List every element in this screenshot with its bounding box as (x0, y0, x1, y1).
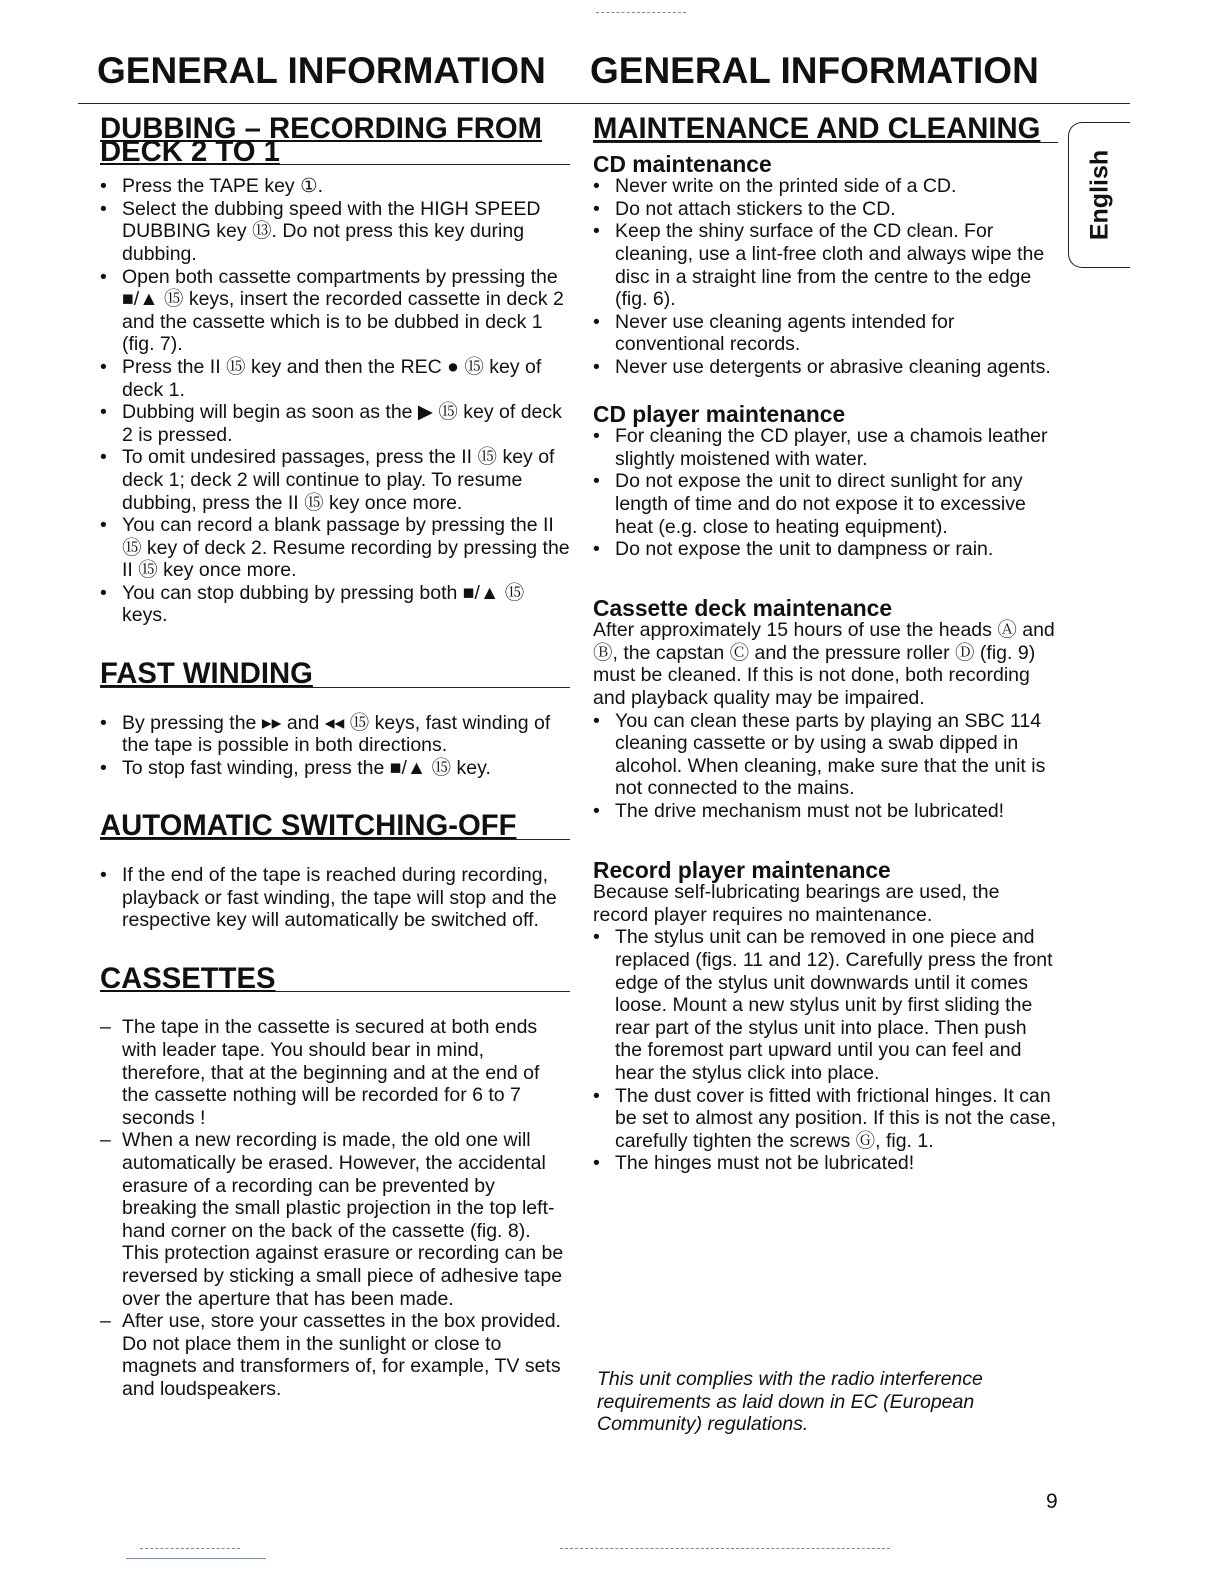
scan-artifact (596, 12, 686, 13)
cassettes-heading: CASSETTES (100, 968, 570, 993)
cd-maintenance-title: CD maintenance (593, 150, 772, 177)
list-item: • Do not attach stickers to the CD. (593, 198, 1058, 221)
list-item: • Never use detergents or abrasive cleaning agents. (593, 356, 1058, 379)
cassette-deck-intro: After approximately 15 hours of use the heads Ⓐ and Ⓑ, the capstan Ⓒ and the pressure roller Ⓓ (fig. 9) must be cleaned. If this is not done, both recording and playback quality may be impaired. (593, 619, 1055, 710)
cassette-deck-list (593, 710, 1058, 823)
maintenance-heading: MAINTENANCE AND CLEANING (593, 118, 1058, 143)
list-item: • Open both cassette compartments by pressing the ■/▲ ⑮ keys, insert the recorded cassette in deck 2 and the cassette which is to be dubbed in deck 1 (fig. 7). (100, 266, 570, 356)
list-item: • The drive mechanism must not be lubricated! (593, 800, 1058, 823)
cd-player-list (593, 425, 1058, 561)
list-item: • The dust cover is fitted with frictional hinges. It can be set to almost any position. If this is not the case, carefully tighten the screws Ⓖ, fig. 1. (593, 1085, 1058, 1153)
list-item: • You can clean these parts by playing an SBC 114 cleaning cassette or by using a swab dipped in alcohol. When cleaning, make sure that the unit is not connected to the mains. (593, 710, 1058, 800)
record-player-list (593, 926, 1058, 1175)
list-item: • You can record a blank passage by pressing the II ⑮ key of deck 2. Resume recording by pressing the II ⑮ key once more. (100, 514, 570, 582)
list-item: • To stop fast winding, press the ■/▲ ⑮ key. (100, 757, 570, 780)
header-rule (78, 103, 1130, 104)
list-item: • Press the TAPE key ①. (100, 175, 570, 198)
list-item: – When a new recording is made, the old one will automatically be erased. However, the accidental erasure of a recording can be prevented by breaking the small plastic projection in the top left-hand corner on the back of the cassette (fig. 8). This protection against erasure or recording can be reversed by sticking a small piece of adhesive tape over the aperture that has been made. (100, 1129, 570, 1310)
dubbing-heading: DUBBING – RECORDING FROM DECK 2 TO 1 (100, 118, 570, 165)
right-column (593, 113, 1058, 1175)
scan-artifact (140, 1548, 240, 1549)
compliance-note: This unit complies with the radio interference requirements as laid down in EC (European Community) regulations. (597, 1368, 983, 1436)
dubbing-list (100, 175, 570, 627)
list-item: • To omit undesired passages, press the II ⑮ key of deck 1; deck 2 will continue to play. To resume dubbing, press the II ⑮ key once more. (100, 446, 570, 514)
scan-artifact (560, 1548, 890, 1549)
list-item: • By pressing the ▸▸ and ◂◂ ⑮ keys, fast winding of the tape is possible in both directions. (100, 712, 570, 757)
list-item: • The stylus unit can be removed in one piece and replaced (figs. 11 and 12). Carefully press the front edge of the stylus unit downwards until it comes loose. Mount a new stylus unit by first sliding the rear part of the stylus unit into place. Then push the foremost part upward until you can feel and hear the stylus click into place. (593, 926, 1058, 1084)
list-item: • Never write on the printed side of a CD. (593, 175, 1058, 198)
fast-winding-list (100, 712, 570, 780)
list-item: • Never use cleaning agents intended for conventional records. (593, 311, 1058, 356)
page-title-left: GENERAL INFORMATION (97, 50, 546, 91)
auto-off-heading: AUTOMATIC SWITCHING-OFF (100, 815, 570, 840)
left-column (100, 113, 570, 1401)
cassettes-list (100, 1016, 570, 1400)
list-item: – The tape in the cassette is secured at both ends with leader tape. You should bear in mind, therefore, that at the beginning and at the end of the cassette nothing will be recorded for 6 to 7 seconds ! (100, 1016, 570, 1129)
cd-maintenance-list (593, 175, 1058, 378)
list-item: • Do not expose the unit to dampness or rain. (593, 538, 1058, 561)
language-tab (1068, 122, 1130, 268)
list-item: • You can stop dubbing by pressing both ■/▲ ⑮ keys. (100, 582, 570, 627)
record-player-maintenance-title: Record player maintenance (593, 856, 891, 883)
list-item: • Dubbing will begin as soon as the ▶ ⑮ key of deck 2 is pressed. (100, 401, 570, 446)
auto-off-list (100, 864, 570, 932)
list-item: • The hinges must not be lubricated! (593, 1152, 1058, 1175)
list-item: – After use, store your cassettes in the box provided. Do not place them in the sunlight or close to magnets and transformers of, for example, TV sets and loudspeakers. (100, 1310, 570, 1400)
page-title-right: GENERAL INFORMATION (590, 50, 1039, 91)
list-item: • Press the II ⑮ key and then the REC ● ⑮ key of deck 1. (100, 356, 570, 401)
language-tab-label: English (1085, 149, 1113, 241)
fast-winding-heading: FAST WINDING (100, 663, 570, 688)
list-item: • Keep the shiny surface of the CD clean. For cleaning, use a lint-free cloth and always wipe the disc in a straight line from the centre to the edge (fig. 6). (593, 220, 1058, 310)
page-number: 9 (1046, 1490, 1058, 1513)
list-item: • If the end of the tape is reached during recording, playback or fast winding, the tape will stop and the respective key will automatically be switched off. (100, 864, 570, 932)
scan-artifact-line (126, 1558, 266, 1559)
list-item: • Select the dubbing speed with the HIGH SPEED DUBBING key ⑬. Do not press this key during dubbing. (100, 198, 570, 266)
list-item: • Do not expose the unit to direct sunlight for any length of time and do not expose it to excessive heat (e.g. close to heating equipment). (593, 470, 1058, 538)
record-player-intro: Because self-lubricating bearings are used, the record player requires no maintenance. (593, 881, 1000, 926)
list-item: • For cleaning the CD player, use a chamois leather slightly moistened with water. (593, 425, 1058, 470)
cd-player-maintenance-title: CD player maintenance (593, 400, 846, 427)
cassette-deck-maintenance-title: Cassette deck maintenance (593, 594, 893, 621)
